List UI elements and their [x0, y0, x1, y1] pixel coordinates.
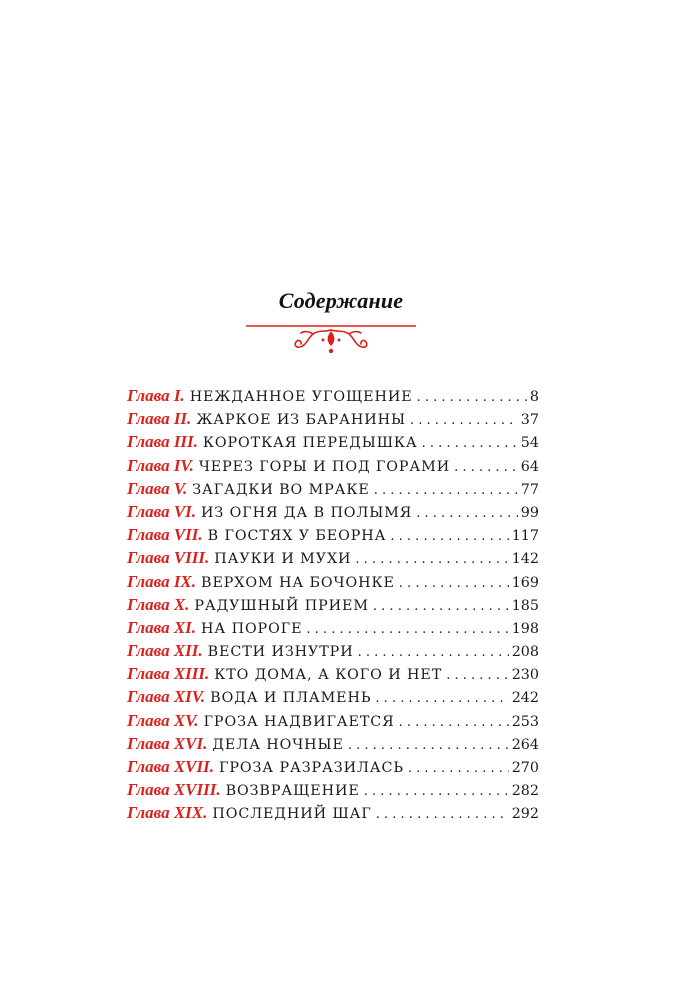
- chapter-label: Глава XVII.: [127, 757, 214, 776]
- dot-leader: [454, 456, 518, 479]
- page-number: 208: [511, 644, 539, 661]
- toc-entry[interactable]: [127, 801, 539, 824]
- toc-entry[interactable]: [127, 709, 539, 732]
- dot-leader: [358, 641, 509, 664]
- chapter-label: Глава III.: [127, 432, 198, 452]
- chapter-label: Глава X.: [127, 594, 190, 614]
- dot-leader: [417, 386, 527, 409]
- chapter-title: ВОДА И ПЛАМЕНЬ: [210, 690, 372, 707]
- chapter-title: КТО ДОМА, А КОГО И НЕТ: [214, 667, 443, 684]
- page-number: 37: [520, 412, 539, 429]
- chapter-label: Глава V.: [127, 478, 188, 498]
- chapter-label: Глава XIII.: [127, 664, 210, 684]
- chapter-title: В ГОСТЯХ У БЕОРНА: [207, 528, 387, 545]
- page-number: 292: [511, 806, 539, 823]
- dot-leader: [408, 757, 509, 780]
- dot-leader: [306, 618, 508, 641]
- page-number: 99: [520, 504, 539, 521]
- toc-entry[interactable]: [127, 430, 539, 453]
- dot-leader: [373, 595, 509, 618]
- toc-entry[interactable]: [127, 778, 539, 801]
- toc-entry[interactable]: [127, 384, 539, 407]
- page-number: 198: [511, 620, 539, 637]
- page-title: Содержание: [278, 288, 404, 313]
- dot-leader: [355, 548, 508, 571]
- chapter-label: Глава II.: [127, 409, 192, 429]
- dot-leader: [390, 525, 508, 548]
- chapter-title: ЗАГАДКИ ВО МРАКЕ: [192, 481, 370, 498]
- toc-entry[interactable]: [127, 477, 539, 500]
- chapter-label: Глава I.: [127, 386, 185, 405]
- toc-entry[interactable]: [127, 570, 539, 593]
- page-number: 242: [511, 690, 539, 707]
- toc-entry[interactable]: [127, 500, 539, 523]
- dot-leader: [399, 572, 509, 595]
- chapter-label: Глава XV.: [127, 710, 199, 730]
- chapter-title: ГРОЗА РАЗРАЗИЛАСЬ: [218, 760, 404, 776]
- chapter-title: ИЗ ОГНЯ ДА В ПОЛЫМЯ: [201, 504, 413, 521]
- chapter-label: Глава XIV.: [127, 687, 206, 707]
- toc-entry[interactable]: [127, 593, 539, 616]
- toc-entry[interactable]: [127, 732, 539, 755]
- chapter-title: РАДУШНЫЙ ПРИЕМ: [194, 597, 369, 614]
- page-number: 253: [511, 713, 539, 730]
- dot-leader: [364, 780, 509, 803]
- chapter-label: Глава VII.: [127, 525, 203, 545]
- dot-leader: [410, 409, 518, 432]
- toc-entry[interactable]: [127, 662, 539, 685]
- toc-entry[interactable]: [127, 639, 539, 662]
- page-number: 185: [511, 597, 539, 614]
- chapter-title: ВЕРХОМ НА БОЧОНКЕ: [201, 574, 395, 591]
- dot-leader: [348, 734, 509, 757]
- dot-leader: [376, 803, 509, 826]
- chapter-title: ВОЗВРАЩЕНИЕ: [225, 783, 360, 800]
- chapter-title: ЧЕРЕЗ ГОРЫ И ПОД ГОРАМИ: [198, 458, 451, 475]
- chapter-label: Глава XIX.: [127, 803, 208, 823]
- toc-entry[interactable]: [127, 407, 539, 430]
- dot-leader: [374, 479, 518, 502]
- chapter-label: Глава IX.: [127, 571, 197, 591]
- chapter-label: Глава XII.: [127, 641, 203, 661]
- chapter-title: НЕЖДАННОЕ УГОЩЕНИЕ: [189, 389, 413, 405]
- page-number: 8: [529, 389, 539, 405]
- page-number: 270: [511, 760, 539, 776]
- page-number: 169: [511, 574, 539, 591]
- page-number: 142: [511, 551, 539, 568]
- toc-entry[interactable]: [127, 454, 539, 477]
- page-number: 264: [511, 736, 539, 753]
- toc-entry[interactable]: [127, 755, 539, 778]
- dot-leader: [416, 502, 518, 525]
- chapter-title: НА ПОРОГЕ: [201, 620, 303, 637]
- toc-entry[interactable]: [127, 546, 539, 569]
- chapter-label: Глава VI.: [127, 501, 197, 521]
- chapter-label: Глава XVI.: [127, 733, 208, 753]
- dot-leader: [446, 664, 509, 687]
- dot-leader: [422, 432, 518, 455]
- chapter-label: Глава IV.: [127, 455, 194, 475]
- toc-entry[interactable]: [127, 685, 539, 708]
- chapter-title: ГРОЗА НАДВИГАЕТСЯ: [203, 713, 395, 730]
- page-number: 117: [511, 528, 539, 545]
- dot-leader: [375, 687, 508, 710]
- page-number: 282: [511, 783, 539, 800]
- chapter-label: Глава XI.: [127, 617, 197, 637]
- toc-entry[interactable]: [127, 523, 539, 546]
- chapter-title: ПОСЛЕДНИЙ ШАГ: [212, 806, 372, 823]
- chapter-title: ДЕЛА НОЧНЫЕ: [212, 736, 344, 753]
- dot-leader: [399, 711, 509, 734]
- table-of-contents: [127, 384, 539, 825]
- chapter-title: КОРОТКАЯ ПЕРЕДЫШКА: [202, 435, 418, 452]
- chapter-title: ПАУКИ И МУХИ: [214, 551, 352, 568]
- chapter-title: ЖАРКОЕ ИЗ БАРАНИНЫ: [196, 412, 406, 429]
- page-number: 64: [520, 458, 539, 475]
- page-number: 230: [511, 667, 539, 684]
- chapter-title: ВЕСТИ ИЗНУТРИ: [207, 644, 354, 661]
- chapter-label: Глава VIII.: [127, 548, 210, 568]
- chapter-label: Глава XVIII.: [127, 780, 221, 800]
- page-number: 54: [520, 435, 539, 452]
- page-number: 77: [520, 481, 539, 498]
- toc-entry[interactable]: [127, 616, 539, 639]
- scroll-ornament-icon: [246, 320, 416, 360]
